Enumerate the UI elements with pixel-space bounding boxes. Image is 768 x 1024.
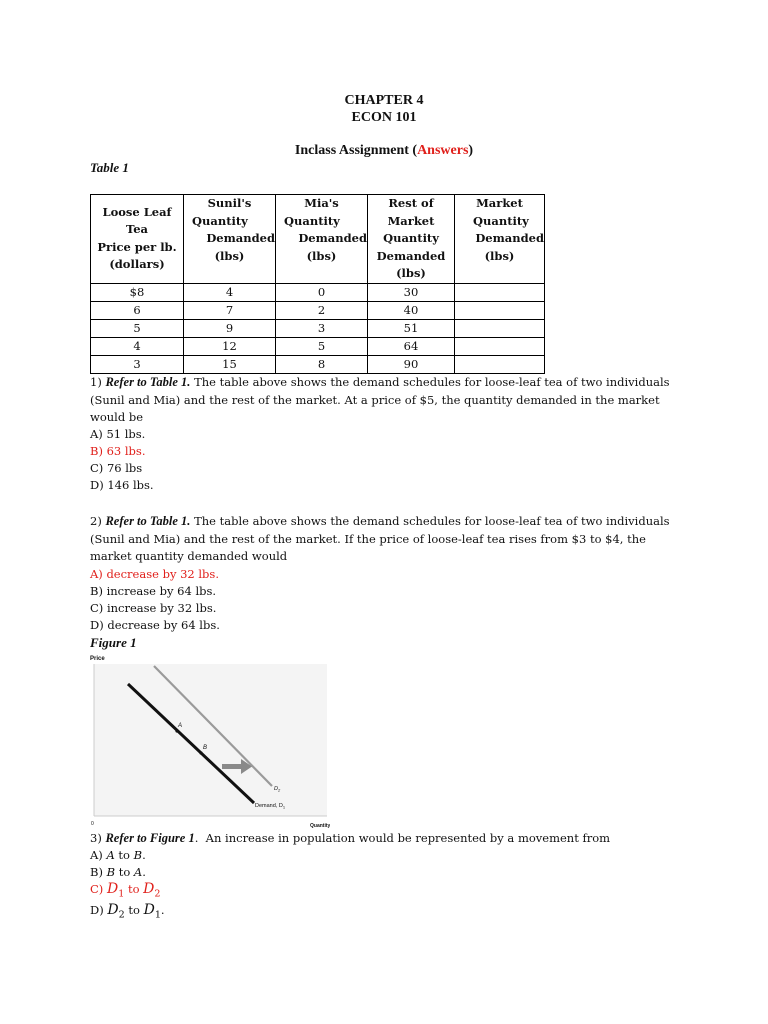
q1-option-c: C) 76 lbs bbox=[90, 461, 143, 475]
point-b-label: B bbox=[203, 745, 208, 751]
header-line: Demanded bbox=[376, 248, 446, 263]
table-cell: 12 bbox=[184, 337, 276, 355]
q2-option-a-answer: A) decrease by 32 lbs. bbox=[90, 567, 219, 581]
assignment-heading bbox=[0, 143, 768, 159]
course-heading: ECON 101 bbox=[351, 110, 417, 125]
q1-option-b-answer: B) 63 lbs. bbox=[90, 444, 146, 458]
question-text: An increase in population would be represented by a movement from bbox=[205, 831, 611, 845]
header-line: Sunil's bbox=[207, 196, 252, 210]
table-cell: 2 bbox=[276, 301, 368, 319]
table-cell: 4 bbox=[91, 337, 184, 355]
x-axis-label: Quantity bbox=[310, 823, 330, 829]
question-3: 3) Refer to Figure 1. An increase in population would be represented by a movement from bbox=[90, 831, 611, 845]
point-b-marker bbox=[199, 751, 202, 754]
question-reference: Refer to Table 1. bbox=[105, 375, 191, 389]
question-number: 3) bbox=[90, 831, 102, 845]
question-reference: Refer to Table 1. bbox=[105, 514, 191, 528]
table-cell bbox=[455, 301, 545, 319]
table-row bbox=[91, 319, 545, 337]
header-line: Loose Leaf Tea bbox=[102, 204, 172, 237]
header-rest bbox=[368, 195, 455, 284]
table-cell: 7 bbox=[184, 301, 276, 319]
question-text: The table above shows the demand schedules for loose-leaf tea of two individuals (Sunil and Mia) and the rest of the market. If the price of loose-leaf tea rises from $3 to $4, the market quantity demanded would bbox=[90, 514, 670, 563]
question-number: 1) bbox=[90, 375, 102, 389]
demand-shift-figure bbox=[90, 652, 330, 830]
chapter-heading: CHAPTER 4 bbox=[344, 93, 424, 108]
question-number: 2) bbox=[90, 514, 102, 528]
table-cell: 4 bbox=[184, 283, 276, 301]
table-cell: 5 bbox=[276, 337, 368, 355]
q3-option-c-answer: C) $D_1$ to $D_2$ bbox=[90, 881, 161, 900]
table-cell bbox=[455, 319, 545, 337]
table-cell: 5 bbox=[91, 319, 184, 337]
curve-d2-label: $D_2$ bbox=[274, 786, 281, 793]
table-row bbox=[91, 337, 545, 355]
header-line: Quantity bbox=[473, 213, 529, 228]
header-line: Demanded bbox=[298, 231, 367, 245]
table-cell: $8 bbox=[91, 283, 184, 301]
q1-option-a: A) 51 lbs. bbox=[90, 427, 146, 441]
table-cell: 3 bbox=[276, 319, 368, 337]
demand-table bbox=[90, 194, 545, 374]
table-cell: 64 bbox=[368, 337, 455, 355]
table-row bbox=[91, 283, 545, 301]
q3-option-b: B) B to A. bbox=[90, 865, 146, 879]
question-1 bbox=[90, 374, 670, 427]
figure-label: Figure 1 bbox=[90, 635, 137, 650]
table-row bbox=[91, 355, 545, 373]
origin-label: 0 bbox=[91, 821, 94, 827]
table-cell: 90 bbox=[368, 355, 455, 373]
question-2 bbox=[90, 513, 670, 566]
question-text: The table above shows the demand schedules for loose-leaf tea of two individuals (Sunil and Mia) and the rest of the market. At a price of $5, the quantity demanded in the market would be bbox=[90, 375, 670, 424]
header-line: Quantity bbox=[192, 213, 248, 228]
header-line: Market bbox=[476, 196, 523, 210]
header-line: Demanded bbox=[475, 231, 544, 245]
header-line: (dollars) bbox=[109, 257, 165, 272]
q2-option-c: C) increase by 32 lbs. bbox=[90, 601, 217, 615]
table-cell: 8 bbox=[276, 355, 368, 373]
table-cell: 0 bbox=[276, 283, 368, 301]
table-row bbox=[91, 301, 545, 319]
table-cell: 40 bbox=[368, 301, 455, 319]
table-cell: 51 bbox=[368, 319, 455, 337]
header-line: Rest of Market bbox=[387, 196, 435, 228]
table-cell: 9 bbox=[184, 319, 276, 337]
header-line: Mia's bbox=[304, 196, 339, 210]
q2-option-d: D) decrease by 64 lbs. bbox=[90, 618, 220, 632]
table-cell: 6 bbox=[91, 301, 184, 319]
header-line: Demanded bbox=[206, 231, 275, 245]
q1-option-d: D) 146 lbs. bbox=[90, 478, 154, 492]
table-cell: 15 bbox=[184, 355, 276, 373]
assignment-suffix: ) bbox=[468, 143, 474, 158]
header-mia bbox=[276, 195, 368, 284]
point-a-marker bbox=[175, 729, 178, 732]
header-line: (lbs) bbox=[484, 248, 515, 263]
q3-option-a: A) A to B. bbox=[90, 848, 146, 862]
header-line: Quantity bbox=[284, 213, 340, 228]
curve-d1-label: Demand, $D_1$ bbox=[255, 803, 286, 810]
header-market bbox=[455, 195, 545, 284]
table-cell: 30 bbox=[368, 283, 455, 301]
y-axis-label: Price bbox=[90, 656, 105, 662]
q2-option-b: B) increase by 64 lbs. bbox=[90, 584, 217, 598]
header-line: Price per lb. bbox=[97, 239, 177, 254]
table-cell bbox=[455, 337, 545, 355]
header-line: Quantity bbox=[383, 231, 439, 245]
header-line: (lbs) bbox=[214, 248, 245, 263]
table-cell bbox=[455, 355, 545, 373]
header-sunil bbox=[184, 195, 276, 284]
question-reference: Refer to Figure 1 bbox=[105, 831, 195, 845]
answers-label: Answers bbox=[417, 143, 469, 158]
header-price bbox=[91, 195, 184, 284]
table-cell bbox=[455, 283, 545, 301]
point-a-label: A bbox=[178, 723, 183, 729]
header-line: (lbs) bbox=[306, 248, 337, 263]
q3-option-d: D) $D_2$ to $D_1$. bbox=[90, 902, 165, 921]
table-label: Table 1 bbox=[90, 160, 129, 175]
table-cell: 3 bbox=[91, 355, 184, 373]
header-line: (lbs) bbox=[396, 266, 426, 280]
assignment-prefix: Inclass Assignment ( bbox=[294, 143, 418, 158]
table-header-row bbox=[91, 195, 545, 284]
